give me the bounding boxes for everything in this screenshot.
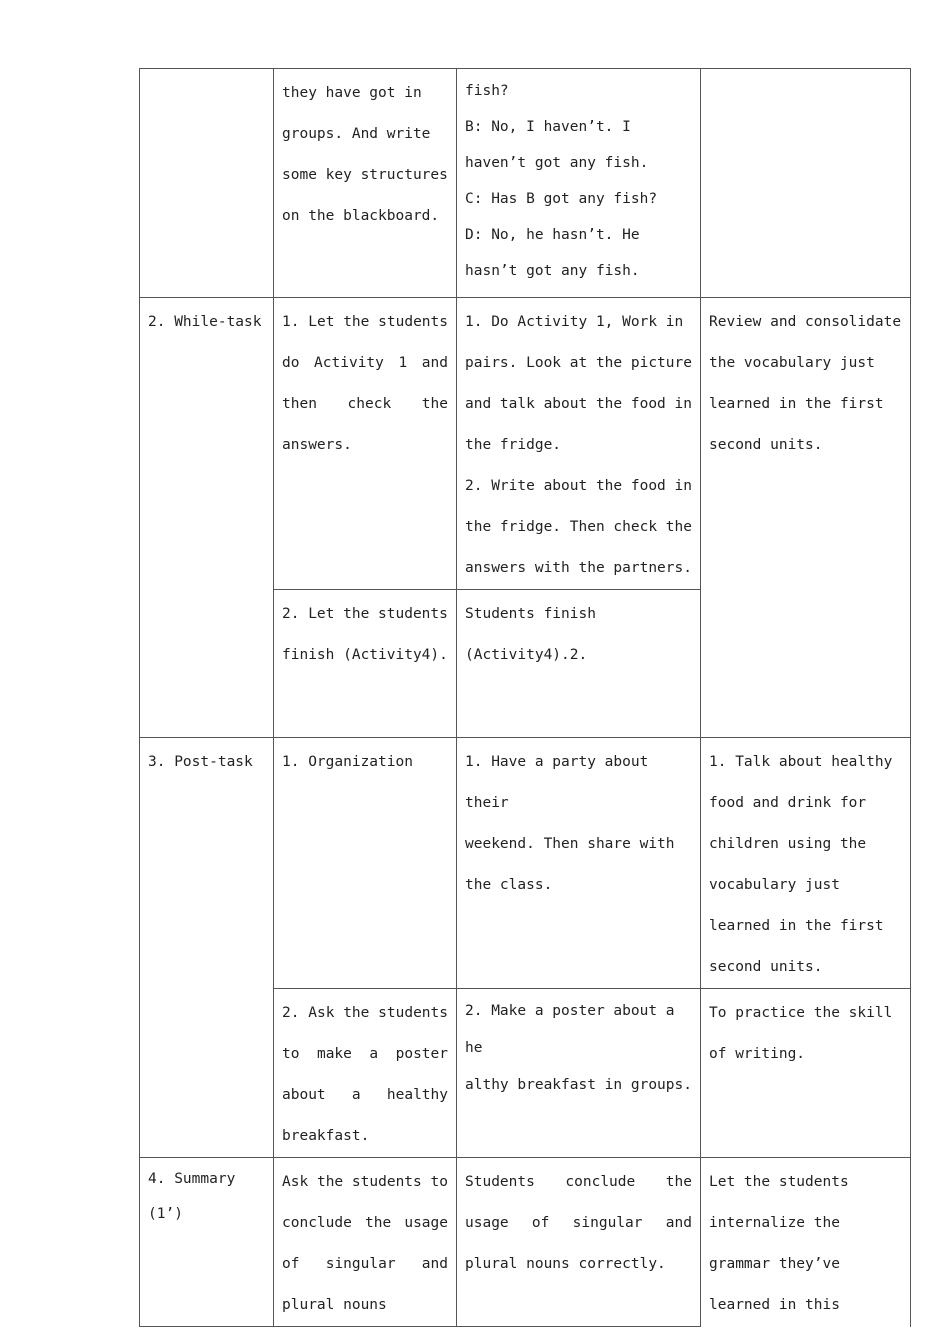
purpose-cell [701,69,911,298]
student-activity-cell: 1. Have a party about their weekend. Then share with the class. [457,738,701,989]
teacher-activity-cell: 1. Organization [274,738,457,989]
teacher-activity-cell: they have got in groups. And write some key structures on the blackboard. [274,69,457,298]
step-cell: 3. Post-task [140,738,274,1158]
step-cell: 4. Summary (1’) [140,1158,274,1327]
purpose-cell: Review and consolidate the vocabulary just learned in the first second units. [701,298,911,738]
student-activity-cell: 1. Do Activity 1, Work in pairs. Look at the picture and talk about the food in the fridge. 2. Write about the food in the fridge. Then check the answers with the partners. [457,298,701,590]
table-row [140,1158,911,1327]
purpose-cell: Let the students internalize the grammar they’ve learned in this [701,1158,911,1327]
step-cell [140,69,274,298]
student-activity-cell: Students conclude the usage of singular and plural nouns correctly. [457,1158,701,1327]
teacher-activity-cell: 2. Ask the students to make a poster about a healthy breakfast. [274,989,457,1158]
table-row [140,298,911,590]
teacher-activity-cell: Ask the students to conclude the usage of singular and plural nouns [274,1158,457,1327]
lesson-plan-table [139,68,911,1327]
step-cell: 2. While-task [140,298,274,738]
purpose-cell: 1. Talk about healthy food and drink for children using the vocabulary just learned in the first second units. [701,738,911,989]
purpose-cell: To practice the skill of writing. [701,989,911,1158]
table-row [140,738,911,989]
table-row [140,69,911,298]
student-activity-cell: Students finish (Activity4).2. [457,590,701,738]
teacher-activity-cell: 2. Let the students finish (Activity4). [274,590,457,738]
student-activity-cell: fish? B: No, I haven’t. I haven’t got any fish. C: Has B got any fish? D: No, he hasn’t. He hasn’t got any fish. [457,69,701,298]
teacher-activity-cell: 1. Let the students do Activity 1 and then check the answers. [274,298,457,590]
student-activity-cell: 2. Make a poster about a he althy breakfast in groups. [457,989,701,1158]
